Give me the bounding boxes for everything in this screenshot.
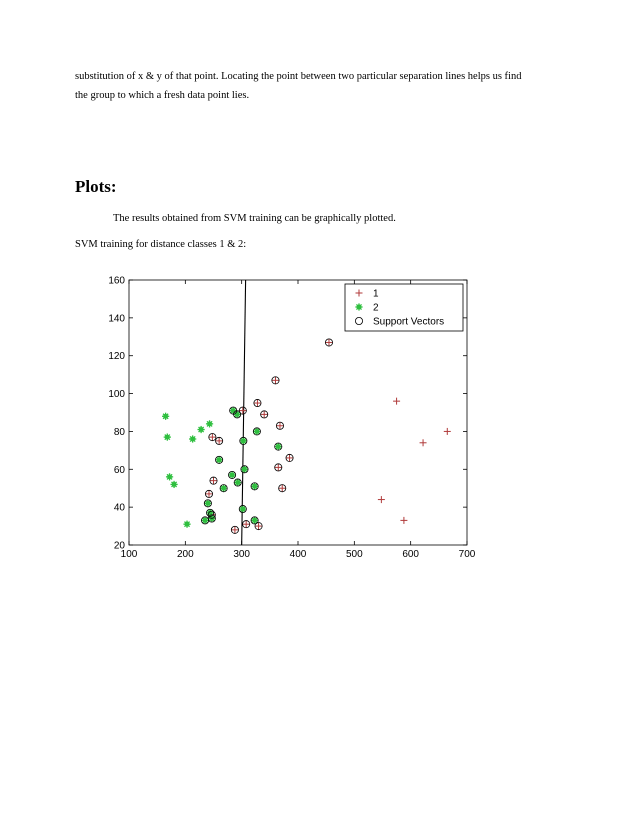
class-2-point — [162, 413, 169, 420]
y-tick-label: 100 — [108, 389, 125, 401]
legend-marker-2 — [355, 303, 362, 310]
x-tick-label: 100 — [120, 549, 138, 560]
x-tick-label: 400 — [289, 549, 307, 560]
intro-line-2: the group to which a fresh data point lies. — [75, 90, 250, 101]
section-heading: Plots: — [75, 177, 117, 196]
x-tick-label: 500 — [345, 549, 363, 560]
svm-scatter-plot — [95, 271, 490, 571]
class-2-point — [170, 481, 177, 488]
legend-label: 1 — [373, 288, 379, 300]
body-paragraph: The results obtained from SVM training can be graphically plotted. — [113, 213, 396, 224]
y-tick-label: 40 — [113, 502, 125, 514]
class-2-point — [206, 420, 213, 427]
y-tick-label: 160 — [108, 275, 125, 287]
intro-line-1: substitution of x & y of that point. Locating the point between two particular separation lines helps us find — [75, 71, 522, 82]
y-tick-label: 80 — [113, 426, 125, 438]
y-tick-label: 20 — [113, 540, 125, 552]
y-tick-label: 140 — [108, 313, 125, 325]
x-tick-label: 200 — [176, 549, 194, 560]
x-tick-label: 600 — [402, 549, 420, 560]
x-tick-label: 300 — [233, 549, 251, 560]
class-2-point — [189, 435, 196, 442]
x-tick-label: 700 — [458, 549, 476, 560]
class-2-point — [198, 426, 205, 433]
class-2-point — [164, 434, 171, 441]
legend-label: 2 — [373, 302, 379, 314]
class-2-point — [166, 473, 173, 480]
class-2-point — [183, 521, 190, 528]
legend-label: Support Vectors — [373, 316, 445, 328]
y-tick-label: 60 — [113, 464, 125, 476]
y-tick-label: 120 — [108, 351, 125, 363]
figure-caption: SVM training for distance classes 1 & 2: — [75, 239, 247, 250]
